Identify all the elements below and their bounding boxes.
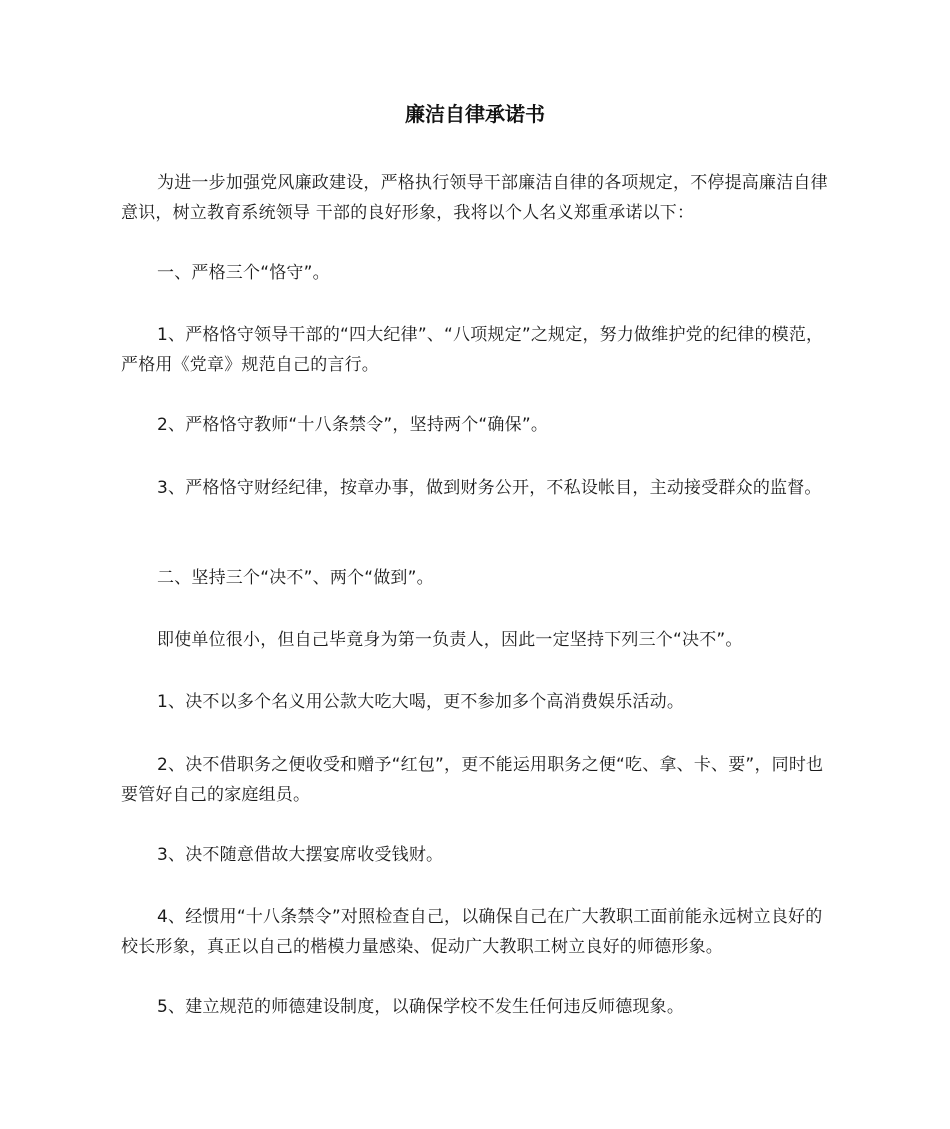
intro-paragraph: 为进一步加强党风廉政建设，严格执行领导干部廉洁自律的各项规定，不停提高廉洁自律意识，树立教育系统领导 干部的良好形象，我将以个人名义郑重承诺以下： (121, 173, 828, 223)
section-two-item-2: 2、决不借职务之便收受和赠予“红包”，更不能运用职务之便“吃、拿、卡、要”，同时也要管好自己的家庭组员。 (121, 755, 824, 805)
section-two-intro: 即使单位很小，但自己毕竟身为第一负责人，因此一定坚持下列三个“决不”。 (157, 630, 743, 650)
document-title: 廉洁自律承诺书 (405, 102, 545, 126)
section-one-item-1: 1、严格恪守领导干部的“四大纪律”、“八项规定”之规定，努力做维护党的纪律的模范，严格用《党章》规范自己的言行。 (121, 325, 824, 375)
section-one-item-3: 3、严格恪守财经纪律，按章办事，做到财务公开，不私设帐目，主动接受群众的监督。 (157, 478, 822, 498)
section-two-heading: 二、坚持三个“决不”、两个“做到”。 (157, 568, 434, 588)
section-two-item-5: 5、建立规范的师德建设制度，以确保学校不发生任何违反师德现象。 (157, 997, 685, 1017)
section-one-heading: 一、严格三个“恪守”。 (157, 263, 330, 283)
section-two-item-3: 3、决不随意借故大摆宴席收受钱财。 (157, 845, 444, 865)
section-two-item-1: 1、决不以多个名义用公款大吃大喝，更不参加多个高消费娱乐活动。 (157, 692, 685, 712)
section-two-item-4: 4、经惯用“十八条禁令”对照检查自己，以确保自己在广大教职工面前能永远树立良好的校长形象，真正以自己的楷模力量感染、促动广大教职工树立良好的师德形象。 (121, 907, 823, 957)
section-one-item-2: 2、严格恪守教师“十八条禁令”，坚持两个“确保”。 (157, 415, 549, 435)
